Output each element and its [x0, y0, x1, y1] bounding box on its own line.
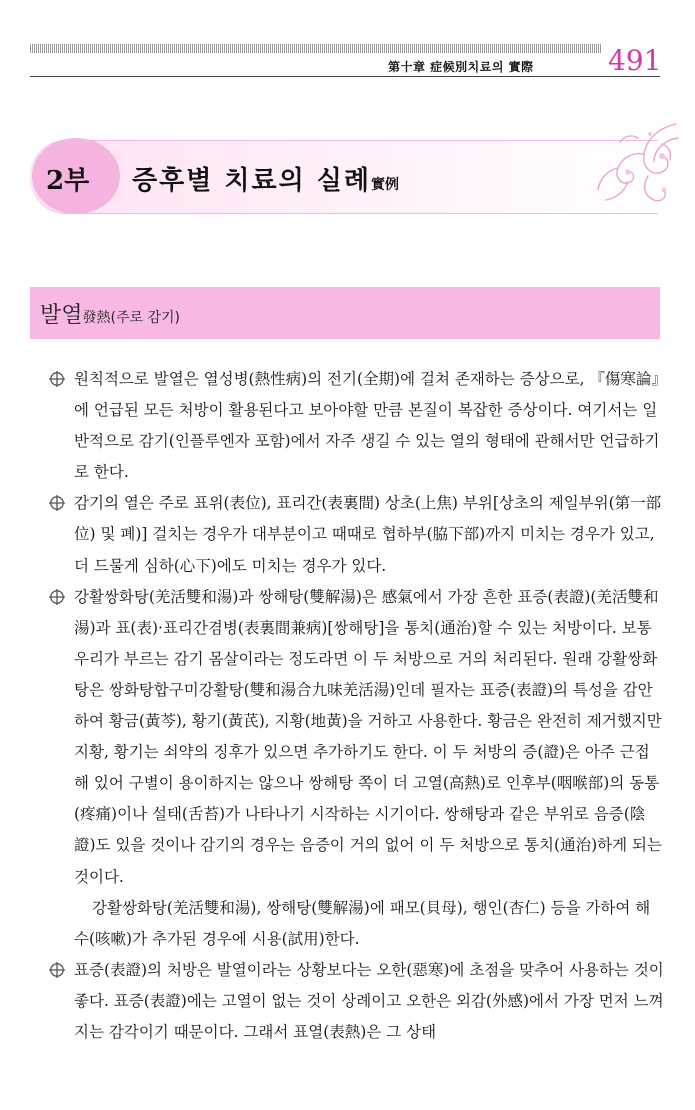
circled-cross-bullet-icon [48, 494, 66, 512]
floral-swirl-ornament-icon [588, 114, 684, 210]
page-number: 491 [608, 44, 662, 77]
part-title-hanja: 實例 [371, 177, 400, 193]
circled-cross-bullet-icon [48, 588, 66, 606]
section-title-hanja: 發熱 [82, 310, 111, 326]
part-title [132, 160, 399, 197]
circled-cross-bullet-icon [48, 370, 66, 388]
paragraph-4 [44, 893, 664, 955]
part-number: 2부 [46, 166, 90, 196]
circled-cross-bullet-icon [48, 961, 66, 979]
paragraph-text: 강활쌍화탕(羌活雙和湯)과 쌍해탕(雙解湯)은 感氣에서 가장 흔한 표증(表證)(羌活雙和湯)과 표(表)·표리간겸병(表裏間兼病)[쌍해탕]을 통치(通治)할 수 있는 처방이다. 보통 우리가 부르는 감기 몸살이라는 정도라면 이 두 처방으로 거의 처리된다. 원래 강활쌍화탕은 쌍화탕합구미강활탕(雙和湯合九味羌活湯)인데 필자는 표증(表證)의 특성을 감안하여 황금(黃芩), 황기(黃芪), 지황(地黃)을 거하고 사용한다. 황금은 완전히 제거했지만 지황, 황기는 쇠약의 징후가 있으면 추가하기도 한다. 이 두 처방의 증(證)은 아주 근접해 있어 구별이 용이하지는 않으나 쌍해탕 쪽이 더 고열(高熱)로 인후부(咽喉部)의 동통(疼痛)이나 설태(舌苔)가 나타나기 시작하는 시기이다. 쌍해탕과 같은 부위로 음증(陰證)도 있을 것이나 감기의 경우는 음증이 거의 없어 이 두 처방으로 통치(通治)하게 되는 것이다. [74, 587, 662, 886]
paragraph-text: 원칙적으로 발열은 열성병(熱性病)의 전기(全期)에 걸쳐 존재하는 증상으로, 『傷寒論』에 언급된 모든 처방이 활용된다고 보아야할 만큼 본질이 복잡한 증상이다. 여기서는 일반적으로 감기(인플루엔자 포함)에서 자주 생길 수 있는 열의 형태에 관해서만 언급하기로 한다. [74, 370, 660, 482]
paragraph-3 [44, 582, 664, 893]
paragraph-text: 감기의 열은 주로 표위(表位), 표리간(表裏間) 상초(上焦) 부위[상초의 제일부위(第一部位) 및 폐)] 걸치는 경우가 대부분이고 때때로 협하부(脇下部)까지 미치는 경우가 있고, 더 드물게 심하(心下)에도 미치는 경우가 있다. [74, 494, 662, 575]
paragraph-1 [44, 364, 664, 488]
running-head: 第十章 症候別치료의 實際 [388, 60, 534, 74]
paragraph-5 [44, 955, 664, 1048]
part-title-text: 증후별 치료의 실례 [132, 166, 372, 196]
section-title-text: 발열 [40, 303, 83, 328]
body-text [44, 364, 664, 1048]
header-underline [30, 76, 660, 77]
paragraph-text: 표증(表證)의 처방은 발열이라는 상황보다는 오한(惡寒)에 초점을 맞추어 사용하는 것이 좋다. 표증(表證)에는 고열이 없는 것이 상례이고 오한은 외감(外感)에서 가장 먼저 느껴지는 감각이기 때문이다. 그래서 표열(表熱)은 그 상태 [74, 960, 664, 1041]
paragraph-text: 강활쌍화탕(羌活雙和湯), 쌍해탕(雙解湯)에 패모(貝母), 행인(杏仁) 등을 가하여 해수(咳嗽)가 추가된 경우에 시용(試用)한다. [74, 898, 651, 948]
paragraph-2 [44, 488, 664, 581]
header-dotted-rule [30, 44, 602, 53]
section-title [40, 298, 180, 329]
section-subtitle: (주로 감기) [110, 310, 180, 326]
